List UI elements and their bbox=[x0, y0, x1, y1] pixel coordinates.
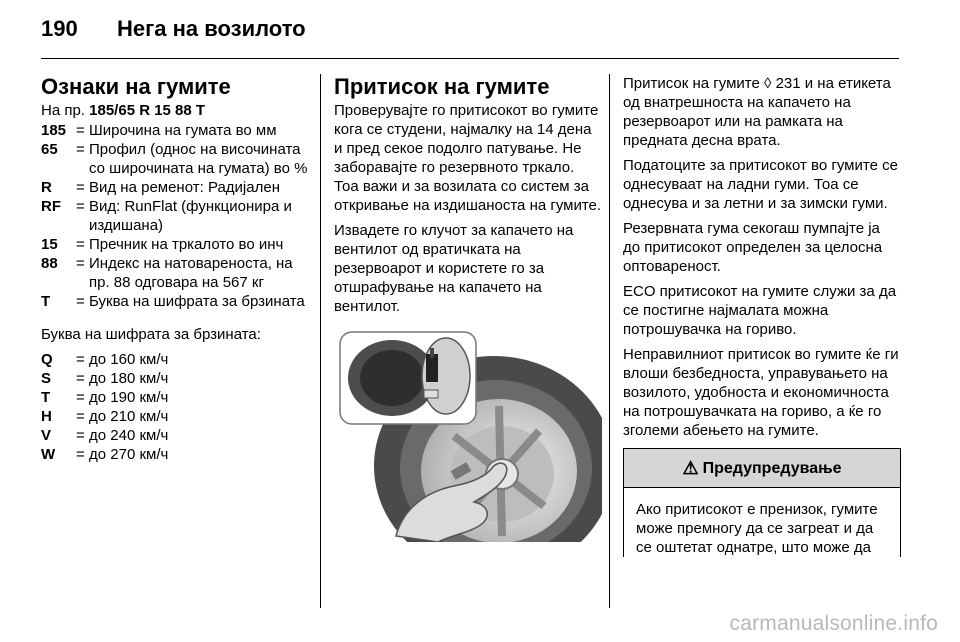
example-line bbox=[41, 101, 311, 120]
warning-title: Предупредување bbox=[702, 459, 842, 477]
speed-desc: до 270 км/ч bbox=[89, 446, 169, 463]
spec-desc: Вид: RunFlat (функционира и издишана) bbox=[89, 198, 292, 234]
spec-eq: = bbox=[76, 236, 85, 253]
warning-triangle-icon: ⚠ bbox=[682, 457, 699, 478]
tire-pressure-title: Притисок на гумите bbox=[334, 74, 550, 99]
tire-markings-column bbox=[41, 74, 311, 464]
speed-eq: = bbox=[76, 427, 85, 444]
header-rule bbox=[41, 58, 899, 59]
speed-key: T bbox=[41, 389, 51, 406]
warning-header bbox=[624, 449, 900, 488]
speed-desc: до 190 км/ч bbox=[89, 389, 169, 406]
spec-desc: Вид на ременот: Радијален bbox=[89, 179, 280, 196]
speed-code-list bbox=[41, 350, 311, 464]
speed-eq: = bbox=[76, 408, 85, 425]
speed-eq: = bbox=[76, 446, 85, 463]
tire-markings-title: Ознаки на гумите bbox=[41, 74, 231, 99]
page-number: 190 bbox=[41, 16, 78, 41]
spec-desc: Широчина на гумата во мм bbox=[89, 122, 277, 139]
info-para-4: ECO притисокот на гумите служи за да се постигне најмалата можна потрошувачка на гориво. bbox=[623, 283, 897, 338]
info-para-3: Резервната гума секогаш пумпајте ја до притисокот определен за целосна оптовареност. bbox=[623, 220, 883, 275]
spec-eq: = bbox=[76, 179, 85, 196]
speed-desc: до 240 км/ч bbox=[89, 427, 169, 444]
spec-key: 15 bbox=[41, 236, 58, 253]
tire-spec-list bbox=[41, 121, 311, 311]
info-para-5: Неправилниот притисок во гумите ќе ги влоши безбедноста, управувањето на возилото, удобноста и економичноста на потрошувачката на гориво, а ќе го зголеми абењето на гумите. bbox=[623, 346, 899, 439]
example-code: 185/65 R 15 88 T bbox=[89, 102, 206, 119]
warning-box bbox=[623, 448, 901, 557]
example-prefix: На пр. bbox=[41, 102, 85, 119]
spec-desc: Индекс на натовареноста, на пр. 88 одговара на 567 кг bbox=[89, 255, 293, 291]
spec-eq: = bbox=[76, 293, 85, 310]
tire-valve-illustration bbox=[334, 326, 602, 542]
speed-key: V bbox=[41, 427, 52, 444]
speed-key: Q bbox=[41, 351, 53, 368]
speed-key: W bbox=[41, 446, 56, 463]
chapter-title: Нега на возилото bbox=[117, 16, 306, 41]
spec-eq: = bbox=[76, 122, 85, 139]
spec-key: RF bbox=[41, 198, 61, 215]
spec-eq: = bbox=[76, 198, 85, 215]
speed-desc: до 210 км/ч bbox=[89, 408, 169, 425]
spec-desc: Профил (однос на височината со широчината на гумата) во % bbox=[89, 141, 308, 177]
watermark: carmanualsonline.info bbox=[729, 612, 938, 635]
speed-eq: = bbox=[76, 351, 85, 368]
speed-key: S bbox=[41, 370, 52, 387]
spec-key: T bbox=[41, 293, 51, 310]
speed-desc: до 180 км/ч bbox=[89, 370, 169, 387]
speed-desc: до 160 км/ч bbox=[89, 351, 169, 368]
speed-eq: = bbox=[76, 370, 85, 387]
tire-pressure-column bbox=[334, 74, 602, 542]
pressure-para-2: Извадете го клучот за капачето на вентилот од вратичката на резервоарот и користете го за отшрафување на капачето на вентилот. bbox=[334, 222, 574, 315]
column-divider-2 bbox=[609, 74, 610, 608]
column-divider-1 bbox=[320, 74, 321, 608]
spec-key: 65 bbox=[41, 141, 58, 158]
spec-key: R bbox=[41, 179, 52, 196]
pressure-info-column bbox=[623, 74, 901, 557]
spec-key: 185 bbox=[41, 122, 67, 139]
info-para-2: Податоците за притисокот во гумите се однесуваат на ладни гуми. Тоа се однесува и за летни и за зимски гуми. bbox=[623, 157, 898, 212]
warning-body: Ако притисокот е пренизок, гумите може премногу да се загреат и да се оштетат однатре, што може да bbox=[636, 501, 878, 556]
spec-eq: = bbox=[76, 255, 85, 272]
spec-key: 88 bbox=[41, 255, 58, 272]
spec-desc: Буква на шифрата за брзината bbox=[89, 293, 305, 310]
speed-intro: Буква на шифрата за брзината: bbox=[41, 326, 261, 343]
spec-eq: = bbox=[76, 141, 85, 158]
info-para-1: Притисок на гумите ◊ 231 и на етикета од внатрешноста на капачето на резервоарот или на рамката на предната десна врата. bbox=[623, 75, 891, 149]
spec-desc: Пречник на тркалото во инч bbox=[89, 236, 284, 253]
speed-eq: = bbox=[76, 389, 85, 406]
pressure-para-1: Проверувајте го притисокот во гумите кога се студени, најмалку на 14 дена и пред секое подолго патување. Не заборавајте го резервното тркало. Тоа важи и за возилата со систем за откривање на издишаноста на гумите. bbox=[334, 102, 602, 214]
speed-key: H bbox=[41, 408, 52, 425]
